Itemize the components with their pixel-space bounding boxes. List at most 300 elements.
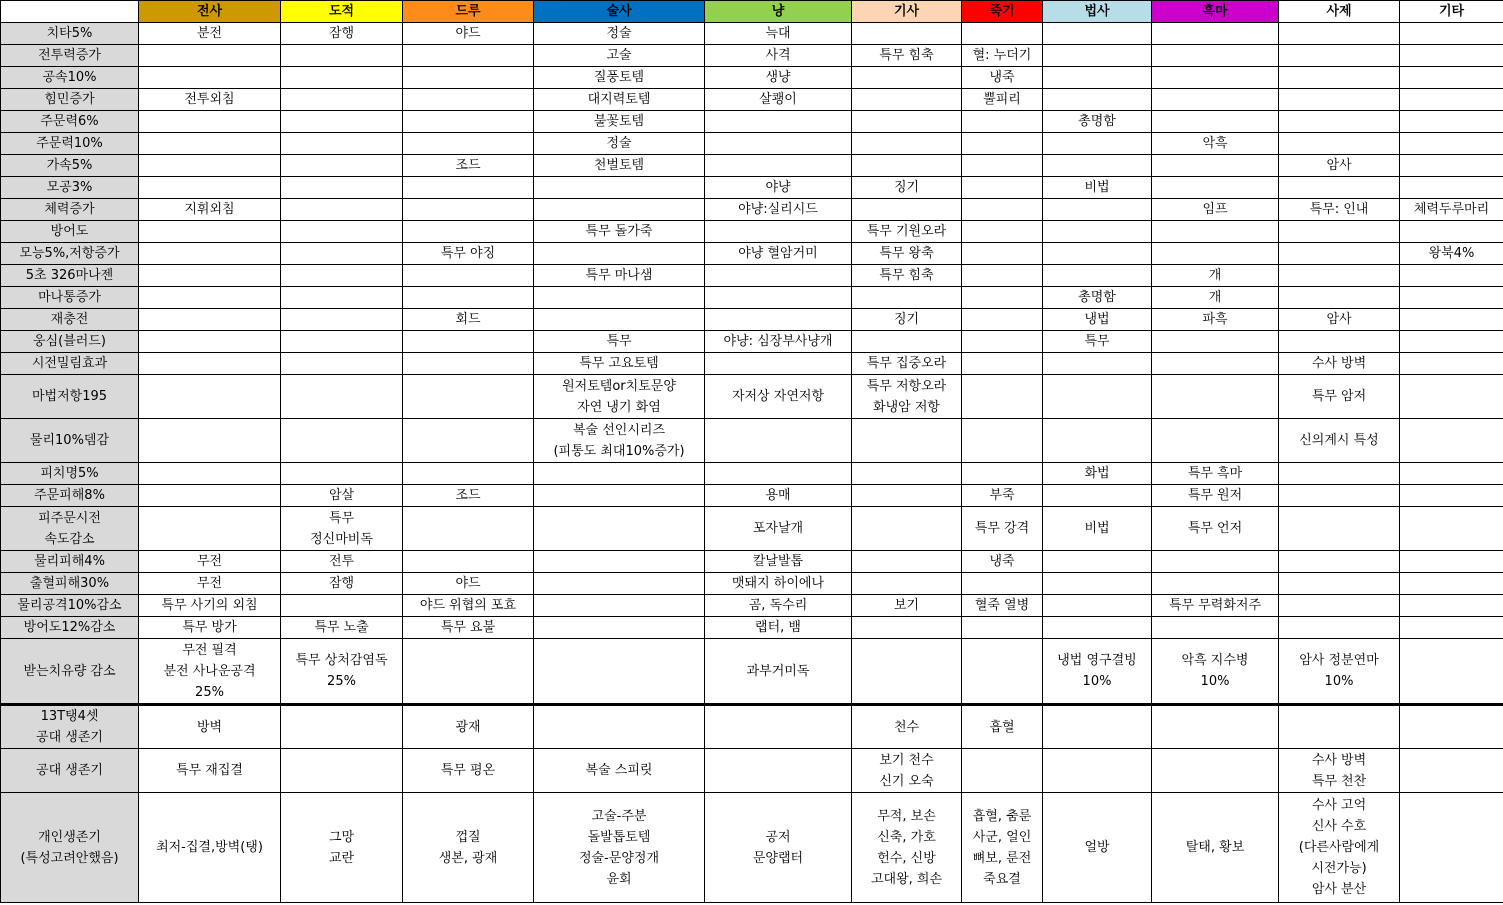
table-cell	[962, 551, 1043, 573]
cell-text: 잠행	[328, 576, 355, 591]
cell-text: 악흑 지수병	[1181, 653, 1249, 668]
table-cell	[281, 375, 403, 419]
cell-text: 문양랩터	[752, 850, 804, 866]
table-cell	[139, 243, 281, 265]
cell-text: 파흑	[1202, 312, 1228, 327]
col-header-priest: 사제	[1279, 1, 1400, 23]
row-header-cell	[1, 265, 139, 287]
cell-text: 25%	[195, 684, 224, 700]
table-cell	[852, 309, 962, 331]
table-cell	[962, 199, 1043, 221]
table-cell	[1279, 639, 1400, 705]
table-cell	[139, 177, 281, 199]
table-cell	[962, 419, 1043, 463]
table-cell	[1279, 23, 1400, 45]
table-row	[1, 617, 1503, 639]
table-cell	[962, 155, 1043, 177]
table-cell	[1400, 639, 1503, 705]
table-cell	[1400, 89, 1503, 111]
cell-text: 특무 언저	[1187, 521, 1243, 536]
table-cell	[403, 639, 534, 705]
row-header-cell	[1, 23, 139, 45]
cell-text: 야드 위협의 포효	[419, 598, 517, 613]
col-header-paladin: 기사	[852, 1, 962, 23]
cell-text: 총명함	[1078, 114, 1116, 129]
table-cell	[1400, 265, 1503, 287]
table-cell	[1152, 221, 1279, 243]
table-cell	[139, 353, 281, 375]
cell-text: 전투력증가	[38, 48, 101, 63]
cell-text: 야냥 혈암거미	[738, 246, 818, 261]
table-cell	[1279, 221, 1400, 243]
table-cell	[705, 287, 852, 309]
cell-text: 광재	[455, 719, 481, 735]
table-cell	[1152, 111, 1279, 133]
table-cell	[281, 749, 403, 793]
table-cell	[139, 573, 281, 595]
table-cell	[139, 485, 281, 507]
col-header-warlock: 흑마	[1152, 1, 1279, 23]
table-cell	[705, 221, 852, 243]
table-cell	[1043, 67, 1152, 89]
cell-text: 신기 오숙	[879, 773, 934, 789]
table-cell	[962, 111, 1043, 133]
table-cell	[1152, 265, 1279, 287]
table-cell	[705, 155, 852, 177]
table-cell	[1152, 573, 1279, 595]
table-cell	[962, 265, 1043, 287]
table-cell	[1279, 111, 1400, 133]
table-cell	[705, 419, 852, 463]
table-cell	[1279, 89, 1400, 111]
table-cell	[1152, 287, 1279, 309]
table-row	[1, 705, 1503, 749]
cell-text: 주문피해8%	[34, 488, 105, 503]
table-cell	[705, 507, 852, 551]
table-cell	[1152, 177, 1279, 199]
cell-text: 징기	[893, 312, 920, 327]
table-cell	[534, 793, 705, 903]
cell-text: 천벌토템	[593, 158, 645, 173]
table-row	[1, 133, 1503, 155]
table-cell	[1043, 419, 1152, 463]
col-header-hunter: 냥	[705, 1, 852, 23]
cell-text: 비법	[1084, 180, 1110, 195]
table-cell	[281, 705, 403, 749]
table-cell	[403, 375, 534, 419]
table-cell	[1279, 177, 1400, 199]
row-header-cell	[1, 573, 139, 595]
table-cell	[403, 463, 534, 485]
table-row	[1, 243, 1503, 265]
table-cell	[705, 595, 852, 617]
table-cell	[1279, 419, 1400, 463]
cell-text: 혈죽 열병	[974, 598, 1030, 613]
table-cell	[705, 23, 852, 45]
table-row	[1, 111, 1503, 133]
table-cell	[1043, 45, 1152, 67]
table-cell	[1043, 485, 1152, 507]
table-cell	[281, 463, 403, 485]
table-cell	[1279, 793, 1400, 903]
cell-text: 야냥	[765, 180, 791, 195]
table-cell	[705, 749, 852, 793]
cell-text: 사격	[765, 48, 791, 63]
table-cell	[1152, 45, 1279, 67]
table-cell	[962, 331, 1043, 353]
cell-text: 잠행	[328, 26, 355, 41]
table-cell	[281, 287, 403, 309]
table-cell	[534, 111, 705, 133]
table-cell	[403, 617, 534, 639]
cell-text: 특무 무력화저주	[1168, 598, 1262, 613]
table-row	[1, 287, 1503, 309]
table-cell	[139, 419, 281, 463]
cell-text: 무전	[196, 576, 223, 591]
table-cell	[962, 309, 1043, 331]
cell-text: 방어도	[50, 224, 89, 239]
table-cell	[852, 287, 962, 309]
table-cell	[1043, 287, 1152, 309]
col-header-deathknight: 죽기	[962, 1, 1043, 23]
table-cell	[534, 551, 705, 573]
table-cell	[705, 551, 852, 573]
cell-text: 모공3%	[46, 180, 93, 195]
cell-text: 과부거미독	[746, 663, 810, 679]
table-row	[1, 177, 1503, 199]
table-cell	[281, 221, 403, 243]
table-cell	[534, 287, 705, 309]
table-cell	[852, 23, 962, 45]
cell-text: 고술-주분	[591, 808, 647, 824]
table-cell	[1152, 507, 1279, 551]
table-cell	[1152, 617, 1279, 639]
cell-text: 분전	[196, 26, 223, 41]
table-cell	[705, 353, 852, 375]
table-cell	[534, 199, 705, 221]
table-cell	[1279, 551, 1400, 573]
table-cell	[1043, 705, 1152, 749]
cell-text: 특무 힘축	[879, 48, 934, 63]
table-cell	[1400, 243, 1503, 265]
col-header-rogue: 도적	[281, 1, 403, 23]
table-header	[1, 1, 1503, 23]
cell-text: 부죽	[989, 488, 1015, 503]
table-cell	[139, 331, 281, 353]
table-cell	[281, 309, 403, 331]
cell-text: 5초 326마나젠	[25, 268, 114, 283]
row-header-cell	[1, 507, 139, 551]
cell-text: 칼날발톱	[752, 554, 804, 569]
cell-text: 신의계시 특성	[1299, 433, 1379, 448]
table-cell	[281, 419, 403, 463]
table-cell	[1400, 507, 1503, 551]
table-cell	[1400, 133, 1503, 155]
table-cell	[1400, 617, 1503, 639]
row-header-cell	[1, 639, 139, 705]
cell-text: 고대왕, 희손	[870, 871, 943, 887]
table-cell	[1279, 309, 1400, 331]
table-cell	[139, 155, 281, 177]
table-cell	[1400, 287, 1503, 309]
table-cell	[1152, 375, 1279, 419]
table-cell	[534, 617, 705, 639]
cell-text: 전투외침	[184, 92, 235, 107]
table-cell	[1043, 617, 1152, 639]
table-row	[1, 353, 1503, 375]
table-cell	[281, 155, 403, 177]
table-cell	[705, 133, 852, 155]
table-cell	[852, 67, 962, 89]
table-cell	[534, 595, 705, 617]
cell-text: 뿔피리	[983, 92, 1021, 107]
table-cell	[1152, 749, 1279, 793]
table-cell	[705, 243, 852, 265]
table-cell	[1279, 331, 1400, 353]
table-cell	[281, 67, 403, 89]
table-cell	[1279, 199, 1400, 221]
cell-text: 얼방	[1084, 840, 1110, 855]
cell-text: 수사 고억	[1311, 798, 1367, 813]
row-header-cell	[1, 133, 139, 155]
table-row	[1, 199, 1503, 221]
table-cell	[1152, 155, 1279, 177]
table-cell	[1152, 793, 1279, 903]
table-cell	[1152, 705, 1279, 749]
table-row	[1, 375, 1503, 419]
table-cell	[281, 793, 403, 903]
table-cell	[1043, 243, 1152, 265]
cell-text: 가속5%	[46, 158, 93, 173]
cell-text: 복술 선인시리즈	[572, 422, 666, 438]
cell-text: 전투	[328, 554, 355, 569]
table-cell	[1279, 287, 1400, 309]
cell-text: 화법	[1084, 466, 1110, 481]
cell-text: 치타5%	[46, 26, 93, 41]
table-cell	[534, 177, 705, 199]
table-cell	[1043, 133, 1152, 155]
table-cell	[1400, 23, 1503, 45]
table-cell	[852, 463, 962, 485]
table-cell	[139, 133, 281, 155]
table-row	[1, 749, 1503, 793]
cell-text: 신사 수호	[1311, 819, 1367, 834]
table-cell	[281, 111, 403, 133]
table-cell	[534, 221, 705, 243]
cell-text: 임프	[1202, 202, 1228, 217]
table-cell	[962, 67, 1043, 89]
table-cell	[1043, 507, 1152, 551]
row-header-cell	[1, 463, 139, 485]
table-row	[1, 265, 1503, 287]
cell-text: 특무 집중오라	[866, 356, 947, 371]
cell-text: 맷돼지 하이에나	[731, 576, 825, 591]
cell-text: 공저	[765, 829, 791, 845]
table-cell	[281, 485, 403, 507]
cell-text: 힘민증가	[44, 92, 95, 107]
table-cell	[403, 419, 534, 463]
table-cell	[534, 573, 705, 595]
cell-text: 체력두루마리	[1413, 202, 1490, 217]
cell-text: 사군, 얼인	[972, 829, 1032, 845]
table-cell	[534, 67, 705, 89]
table-cell	[1152, 67, 1279, 89]
table-row	[1, 67, 1503, 89]
table-cell	[281, 573, 403, 595]
table-cell	[1043, 463, 1152, 485]
cell-text: 특무 요불	[440, 620, 496, 635]
cell-text: 마법저항195	[31, 389, 108, 404]
table-cell	[534, 155, 705, 177]
table-row	[1, 793, 1503, 903]
table-cell	[705, 67, 852, 89]
table-cell	[1152, 243, 1279, 265]
table-cell	[962, 595, 1043, 617]
table-cell	[1279, 375, 1400, 419]
col-header-other: 기타	[1400, 1, 1503, 23]
row-header-cell	[1, 353, 139, 375]
cell-text: 특무 돌가죽	[585, 224, 653, 239]
table-cell	[852, 177, 962, 199]
table-cell	[1279, 595, 1400, 617]
table-cell	[139, 265, 281, 287]
cell-text: 껍질	[455, 829, 481, 845]
cell-text: 조드	[455, 158, 481, 173]
cell-text: 냉죽	[989, 554, 1015, 569]
cell-text: 랩터, 뱀	[755, 620, 801, 635]
cell-text: 정신마비독	[310, 531, 373, 547]
row-header-cell	[1, 419, 139, 463]
table-cell	[1043, 749, 1152, 793]
cell-text: 자연 냉기 화염	[577, 399, 661, 415]
table-row	[1, 551, 1503, 573]
table-cell	[1279, 265, 1400, 287]
table-cell	[139, 595, 281, 617]
table-cell	[1152, 353, 1279, 375]
cell-text: 방어도12%감소	[23, 620, 116, 635]
table-cell	[1279, 749, 1400, 793]
cell-text: 개	[1208, 268, 1222, 283]
cell-text: 시전가능)	[1311, 861, 1367, 876]
cell-text: 암사	[1326, 158, 1352, 173]
table-cell	[705, 309, 852, 331]
table-cell	[1152, 331, 1279, 353]
table-cell	[962, 749, 1043, 793]
table-cell	[403, 749, 534, 793]
table-cell	[1279, 485, 1400, 507]
table-cell	[705, 793, 852, 903]
table-cell	[281, 331, 403, 353]
cell-text: 특무	[1084, 334, 1110, 349]
table-row	[1, 309, 1503, 331]
table-row	[1, 331, 1503, 353]
row-header-cell	[1, 375, 139, 419]
table-cell	[1400, 551, 1503, 573]
table-cell	[534, 485, 705, 507]
table-cell	[534, 705, 705, 749]
table-cell	[139, 705, 281, 749]
table-cell	[962, 287, 1043, 309]
row-header-cell	[1, 793, 139, 903]
table-cell	[403, 793, 534, 903]
cell-text: 수사 방벽	[1311, 752, 1367, 768]
table-cell	[852, 89, 962, 111]
table-cell	[1043, 23, 1152, 45]
table-cell	[403, 265, 534, 287]
table-cell	[139, 287, 281, 309]
table-row	[1, 463, 1503, 485]
table-cell	[1152, 485, 1279, 507]
table-cell	[1043, 155, 1152, 177]
row-header-cell	[1, 749, 139, 793]
table-cell	[281, 23, 403, 45]
table-cell	[139, 45, 281, 67]
table-cell	[534, 243, 705, 265]
table-cell	[403, 177, 534, 199]
table-cell	[534, 45, 705, 67]
cell-text: 곰, 독수리	[748, 598, 808, 613]
table-cell	[403, 155, 534, 177]
table-cell	[403, 573, 534, 595]
table-cell	[962, 793, 1043, 903]
table-cell	[852, 507, 962, 551]
table-cell	[1043, 309, 1152, 331]
table-cell	[534, 23, 705, 45]
cell-text: 웅심(블러드)	[33, 334, 106, 349]
cell-text: 피치명5%	[40, 466, 99, 481]
cell-text: 생냥	[765, 70, 791, 85]
cell-text: 10%	[1324, 674, 1354, 689]
row-header-cell	[1, 221, 139, 243]
table-cell	[1043, 595, 1152, 617]
cell-text: 특무 재집결	[176, 763, 243, 778]
cell-text: 왕북4%	[1428, 246, 1475, 261]
cell-text: 13T탱4셋	[40, 709, 99, 724]
cell-text: 특무 암저	[1311, 389, 1367, 404]
cell-text: 천수	[893, 719, 920, 735]
cell-text: (다른사람에게	[1298, 840, 1380, 855]
cell-text: 고술	[606, 48, 632, 63]
table-cell	[1152, 89, 1279, 111]
table-cell	[962, 89, 1043, 111]
table-cell	[962, 705, 1043, 749]
cell-text: 신축, 가호	[877, 829, 936, 845]
table-cell	[403, 199, 534, 221]
table-cell	[705, 265, 852, 287]
table-cell	[1279, 705, 1400, 749]
cell-text: 윤회	[606, 871, 632, 887]
table-cell	[852, 155, 962, 177]
table-cell	[139, 551, 281, 573]
table-row	[1, 89, 1503, 111]
table-cell	[962, 45, 1043, 67]
table-cell	[852, 111, 962, 133]
table-cell	[1400, 155, 1503, 177]
table-cell	[139, 23, 281, 45]
cell-text: 냉법	[1084, 312, 1110, 327]
table-cell	[852, 199, 962, 221]
cell-text: 체력증가	[44, 202, 95, 217]
table-cell	[1043, 199, 1152, 221]
table-cell	[1043, 573, 1152, 595]
table-cell	[705, 485, 852, 507]
cell-text: 암사 정분연마	[1299, 653, 1379, 668]
table-cell	[403, 221, 534, 243]
cell-text: 뼈보, 룬전	[972, 850, 1032, 866]
cell-text: 특무	[328, 510, 355, 526]
row-header-cell	[1, 331, 139, 353]
table-cell	[1279, 507, 1400, 551]
